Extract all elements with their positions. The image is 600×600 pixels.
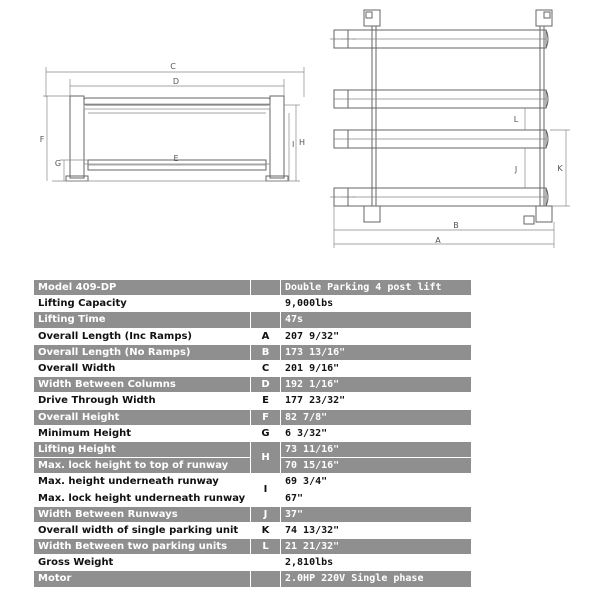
dim-label-g: G [54, 159, 62, 168]
dim-label-i: I [292, 140, 295, 149]
spec-value: 201 9/16" [281, 360, 472, 376]
spec-value: 192 1/16" [281, 377, 472, 393]
spec-letter [251, 296, 281, 312]
top-view-drawing [330, 10, 570, 248]
spec-letter [251, 280, 281, 296]
spec-value: 69 3/4" [281, 474, 472, 490]
spec-label: Lifting Capacity [34, 296, 251, 312]
dim-label-j: J [514, 165, 518, 174]
table-row [34, 555, 472, 571]
table-row [34, 506, 472, 522]
spec-label: Overall width of single parking unit [34, 522, 251, 538]
spec-label: Drive Through Width [34, 393, 251, 409]
spec-label: Overall Height [34, 409, 251, 425]
spec-letter: K [251, 522, 281, 538]
spec-value: 70 15/16" [281, 458, 472, 474]
table-row [34, 328, 472, 344]
spec-label: Max. lock height underneath runway [34, 490, 251, 506]
spec-letter: C [251, 360, 281, 376]
spec-value: 2,810lbs [281, 555, 472, 571]
spec-value: 37" [281, 506, 472, 522]
spec-label: Max. height underneath runway [34, 474, 251, 490]
spec-label: Lifting Time [34, 312, 251, 328]
spec-label: Minimum Height [34, 425, 251, 441]
spec-label: Width Between two parking units [34, 539, 251, 555]
table-row [34, 539, 472, 555]
spec-label: Width Between Columns [34, 377, 251, 393]
spec-letter: J [251, 506, 281, 522]
spec-letter: H [251, 441, 281, 473]
front-elevation-drawing [40, 62, 305, 181]
table-row [34, 474, 472, 490]
spec-label: Max. lock height to top of runway [34, 458, 251, 474]
dim-label-b: B [453, 221, 459, 230]
spec-letter: G [251, 425, 281, 441]
spec-value: 74 13/32" [281, 522, 472, 538]
spec-label: Overall Length (No Ramps) [34, 344, 251, 360]
spec-letter: B [251, 344, 281, 360]
dim-label-e: E [173, 154, 179, 163]
spec-letter [251, 571, 281, 587]
dim-label-c: C [170, 62, 176, 71]
spec-value: 173 13/16" [281, 344, 472, 360]
specifications-table [33, 279, 472, 588]
spec-letter [251, 555, 281, 571]
spec-label: Model 409-DP [34, 280, 251, 296]
lift-dimension-drawings [0, 0, 600, 262]
spec-value: 73 11/16" [281, 441, 472, 457]
table-row [34, 409, 472, 425]
spec-letter: A [251, 328, 281, 344]
spec-value: 47s [281, 312, 472, 328]
spec-letter: L [251, 539, 281, 555]
table-row [34, 296, 472, 312]
dim-label-f: F [39, 135, 45, 144]
spec-letter [251, 312, 281, 328]
spec-letter: E [251, 393, 281, 409]
dim-label-d: D [172, 77, 180, 86]
dim-label-h: H [299, 138, 306, 147]
spec-label: Lifting Height [34, 441, 251, 457]
table-row [34, 441, 472, 457]
spec-letter: F [251, 409, 281, 425]
spec-label: Width Between Runways [34, 506, 251, 522]
table-row [34, 312, 472, 328]
spec-value: 9,000lbs [281, 296, 472, 312]
spec-value: Double Parking 4 post lift [281, 280, 472, 296]
spec-value: 207 9/32" [281, 328, 472, 344]
table-row [34, 280, 472, 296]
dim-label-l: L [513, 115, 519, 124]
spec-letter: I [251, 474, 281, 506]
spec-label: Overall Length (Inc Ramps) [34, 328, 251, 344]
spec-label: Gross Weight [34, 555, 251, 571]
table-row [34, 360, 472, 376]
spec-label: Motor [34, 571, 251, 587]
spec-letter: D [251, 377, 281, 393]
table-row [34, 393, 472, 409]
table-row [34, 571, 472, 587]
table-row [34, 522, 472, 538]
spec-value: 177 23/32" [281, 393, 472, 409]
spec-value: 21 21/32" [281, 539, 472, 555]
spec-value: 6 3/32" [281, 425, 472, 441]
dim-label-a: A [435, 236, 441, 245]
spec-value: 2.0HP 220V Single phase [281, 571, 472, 587]
spec-value: 82 7/8" [281, 409, 472, 425]
spec-label: Overall Width [34, 360, 251, 376]
table-row [34, 344, 472, 360]
spec-value: 67" [281, 490, 472, 506]
dim-label-k: K [557, 164, 563, 173]
table-row [34, 377, 472, 393]
table-row [34, 425, 472, 441]
